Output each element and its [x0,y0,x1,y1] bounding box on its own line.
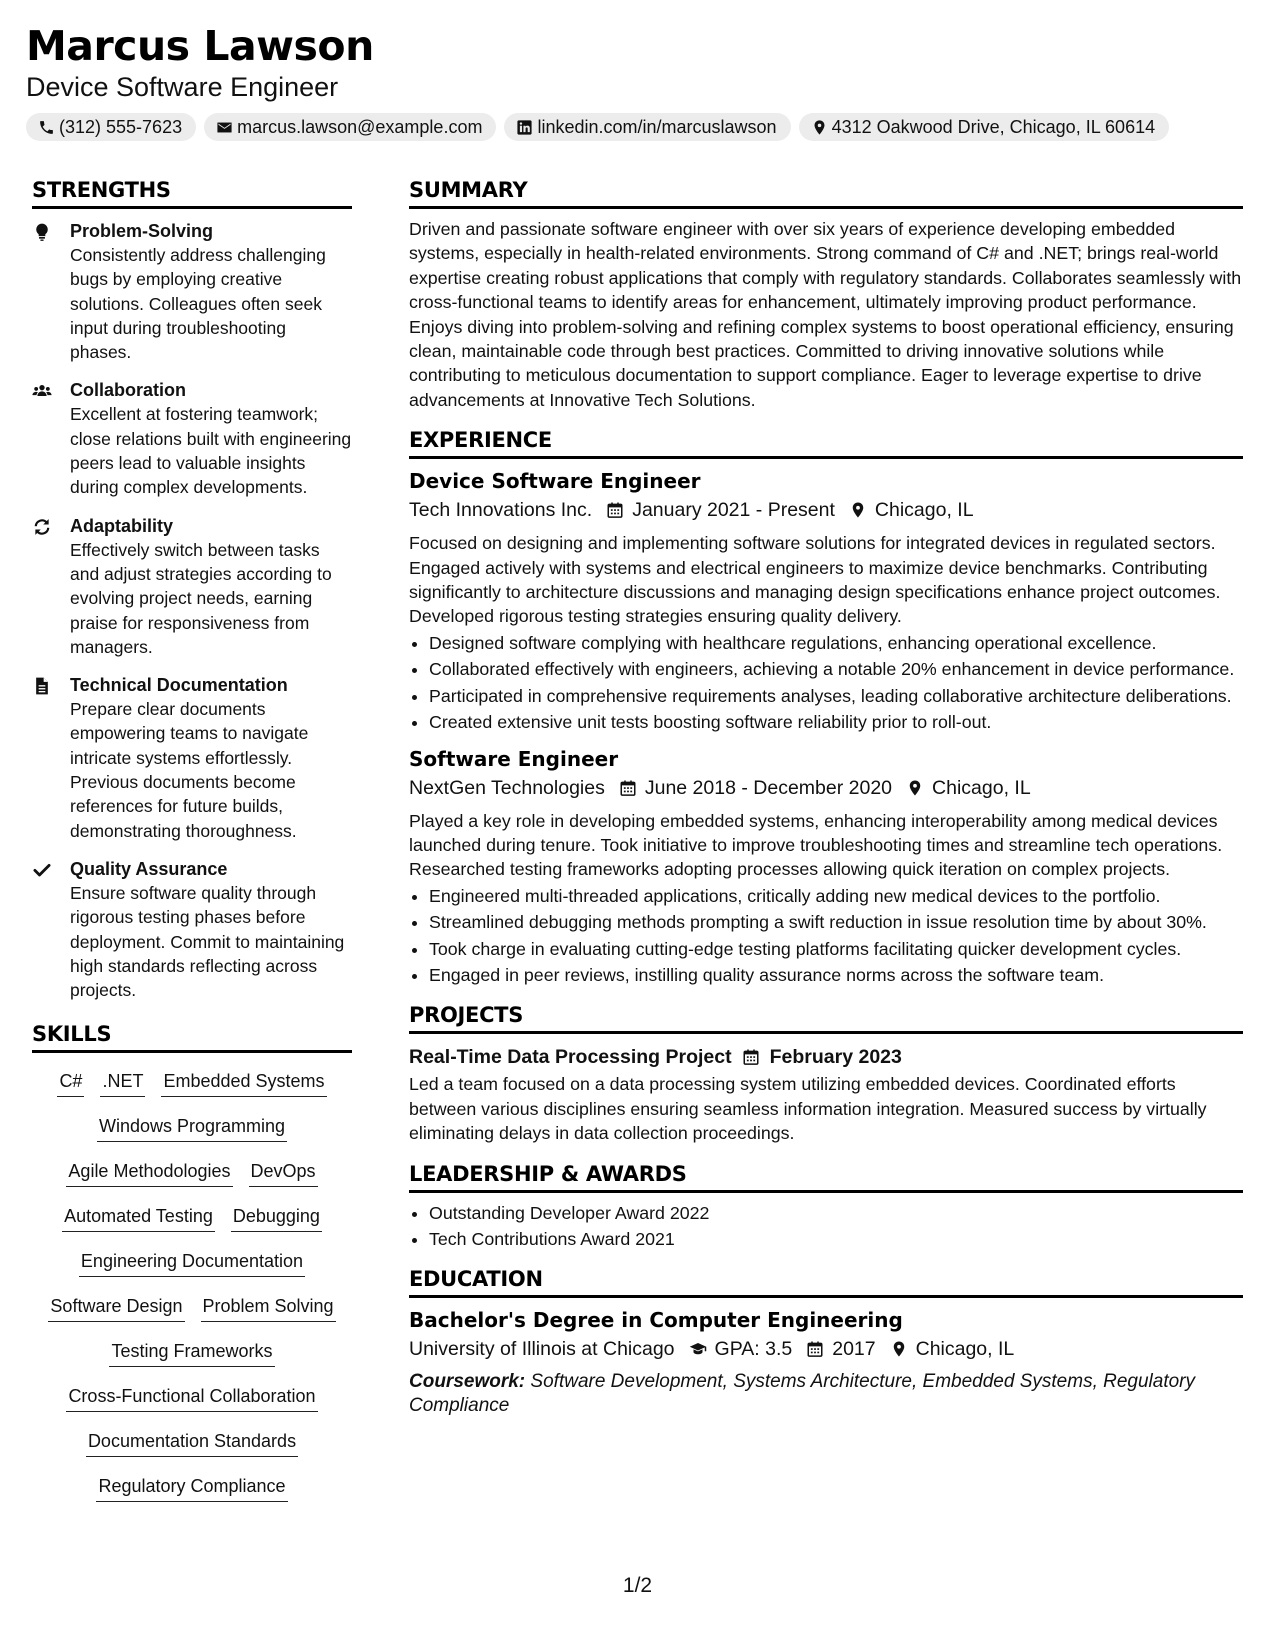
job-bullets [409,884,1243,988]
list-item: • Engineered multi-threaded applications, critically adding new medical devices to the portfolio. [429,884,1243,908]
education-heading: EDUCATION [409,1267,1243,1298]
skills-heading: SKILLS [32,1022,352,1053]
page-indicator: 1/2 [622,1574,653,1597]
skill-tag: Engineering Documentation [79,1249,305,1277]
skill-tag: Agile Methodologies [66,1159,232,1187]
job-title: Software Engineer [409,746,619,771]
strength-title: Adaptability [70,515,174,536]
strength-item [32,857,352,1002]
right-column [409,178,1243,1434]
leadership-heading: LEADERSHIP & AWARDS [409,1162,1243,1193]
list-item: • Participated in comprehensive requirements analyses, leading collaborative architecture deliberations. [429,684,1243,708]
skill-tag: Debugging [231,1204,322,1232]
map-pin-icon [906,779,924,797]
list-item: • Created extensive unit tests boosting software reliability prior to roll-out. [429,710,1243,734]
list-item: • Outstanding Developer Award 2022 [429,1201,1243,1225]
skill-tag: Cross-Functional Collaboration [66,1384,317,1412]
graduation-cap-icon [689,1340,707,1358]
phone-icon [38,119,55,136]
leadership-section [409,1162,1243,1252]
education-section [409,1267,1243,1418]
job-meta [409,773,1243,803]
job-dates: June 2018 - December 2020 [644,776,893,799]
skills-list [32,1063,352,1519]
summary-section [409,178,1243,412]
job-location: Chicago, IL [874,499,974,522]
strength-title: Technical Documentation [70,675,288,696]
skill-tag: Regulatory Compliance [96,1474,287,1502]
coursework [409,1370,1243,1418]
list-item: • Engaged in peer reviews, instilling quality assurance norms across the software team. [429,963,1243,987]
contact-linkedin[interactable] [504,113,790,141]
skill-tag: Windows Programming [97,1114,287,1142]
map-pin-icon [811,119,828,136]
strength-title: Collaboration [70,380,186,401]
strength-item [32,514,352,659]
candidate-headline: Device Software Engineer [26,72,339,102]
list-item: • Took charge in evaluating cutting-edge testing platforms facilitating quicker development cycles. [429,937,1243,961]
skill-tag: Software Design [48,1294,184,1322]
job-description: Played a key role in developing embedded systems, enhancing interoperability among medical devices launched during tenure. Took initiative to improve troubleshooting times and streamline tech operations. Researched testing frameworks adopting processes allowing quick iteration on complex projects. [409,810,1223,880]
project-description: Led a team focused on a data processing system utilizing embedded devices. Coordinated efforts between various disciplines ensuring seamless information integration. Measured success by virtually eliminating delays in data collection proceedings. [409,1074,1207,1144]
contact-phone-text: (312) 555-7623 [59,116,183,137]
strength-description: Ensure software quality through rigorous testing phases before deployment. Commit to maintaining high standards reflecting across projects. [70,882,345,1001]
strengths-heading: STRENGTHS [32,178,352,209]
calendar-icon [606,501,624,519]
job-company: Tech Innovations Inc. [409,499,593,522]
skill-tag: Embedded Systems [161,1069,326,1097]
contact-phone[interactable] [26,113,196,141]
contact-address-text: 4312 Oakwood Drive, Chicago, IL 60614 [831,116,1156,137]
projects-heading: PROJECTS [409,1003,1243,1034]
strength-item [32,378,352,499]
skill-tag: .NET [100,1069,145,1097]
awards-list [409,1201,1243,1252]
gpa: GPA: 3.5 [714,1338,793,1361]
project-header [409,1042,1243,1072]
list-item: • Streamlined debugging methods prompting a swift reduction in issue resolution time by about 30%. [429,910,1243,934]
strength-title: Problem-Solving [70,221,214,241]
contact-email[interactable] [204,113,496,141]
strength-title: Quality Assurance [70,858,228,879]
map-pin-icon [849,501,867,519]
job-dates: January 2021 - Present [632,499,835,522]
education-meta [409,1334,1243,1364]
list-item: • Collaborated effectively with engineers, achieving a notable 20% enhancement in device performance. [429,657,1243,681]
list-item: • Designed software complying with healthcare regulations, enhancing operational excellence. [429,631,1243,655]
contact-email-text: marcus.lawson@example.com [237,116,483,137]
skill-tag: DevOps [249,1159,318,1187]
summary-text: Driven and passionate software engineer with over six years of experience developing embedded systems, especially in health-related environments. Strong command of C# and .NET; brings real-world expertise creating robust applications that comply with regulatory standards. Collaborates seamlessly with cross-functional teams to identify areas for enhancement, ultimately improving product performance. Enjoys diving into problem-solving and refining complex systems to boost operational efficiency, ensuring clean, maintainable code through best practices. Committed to driving innovative solutions while contributing to meticulous documentation to support compliance. Eager to leverage expertise to drive advancements at Innovative Tech Solutions. [409,219,1242,410]
job-entry [409,467,1243,734]
skill-tag: Documentation Standards [86,1429,298,1457]
skill-tag: C# [57,1069,84,1097]
calendar-icon [619,779,637,797]
envelope-icon [216,119,233,136]
experience-heading: EXPERIENCE [409,428,1243,459]
skill-tag: Problem Solving [201,1294,336,1322]
lightbulb-icon [32,222,52,242]
linkedin-icon [516,119,533,136]
contact-linkedin-text: linkedin.com/in/marcuslawson [537,116,777,137]
degree-title: Bachelor's Degree in Computer Engineering [409,1308,903,1333]
school-name: University of Illinois at Chicago [409,1338,675,1361]
strength-description: Excellent at fostering teamwork; close relations built with engineering peers lead to valuable insights during complex developments. [70,404,352,498]
map-pin-icon [890,1340,908,1358]
strength-description: Effectively switch between tasks and adjust strategies according to evolving project needs, earning praise for responsiveness from managers. [70,539,332,657]
job-company: NextGen Technologies [409,776,605,799]
candidate-name: Marcus Lawson [26,22,374,70]
contact-bar [26,113,1169,141]
strength-description: Consistently address challenging bugs by employing creative solutions. Colleagues often seek input during troubleshooting phases. [70,245,326,363]
checkmark-icon [32,860,52,880]
skill-tag: Automated Testing [62,1204,215,1232]
sync-icon [32,517,52,537]
strength-item [32,673,352,843]
experience-section [409,428,1243,987]
users-icon [32,381,52,401]
contact-address[interactable] [799,113,1170,141]
coursework-text: Software Development, Systems Architecture, Embedded Systems, Regulatory Compliance [409,1371,1196,1417]
coursework-label: Coursework: [409,1371,526,1393]
graduation-year: 2017 [832,1338,876,1361]
job-meta [409,495,1243,525]
calendar-icon [742,1048,760,1066]
project-date: February 2023 [769,1046,902,1069]
job-entry [409,745,1243,988]
list-item: • Tech Contributions Award 2021 [429,1227,1243,1251]
education-location: Chicago, IL [915,1338,1015,1361]
strength-description: Prepare clear documents empowering teams to navigate intricate systems effortlessly. Previous documents become references for future builds, demonstrating thoroughness. [70,699,309,841]
skill-tag: Testing Frameworks [109,1339,274,1367]
job-description: Focused on designing and implementing software solutions for integrated devices in regulated sectors. Engaged actively with systems and electrical engineers to maximize device benchmarks. Contributing significantly to architecture discussions and managing design specifications enhance project outcomes. Developed rigorous testing strategies ensuring quality delivery. [409,533,1221,627]
left-column [32,178,352,1519]
job-bullets [409,631,1243,735]
summary-heading: SUMMARY [409,178,1243,209]
projects-section [409,1003,1243,1145]
document-icon [32,676,52,696]
job-location: Chicago, IL [932,776,1031,799]
project-name: Real-Time Data Processing Project [409,1046,732,1069]
job-title: Device Software Engineer [409,469,701,494]
calendar-icon [806,1340,824,1358]
strength-item [32,219,352,364]
